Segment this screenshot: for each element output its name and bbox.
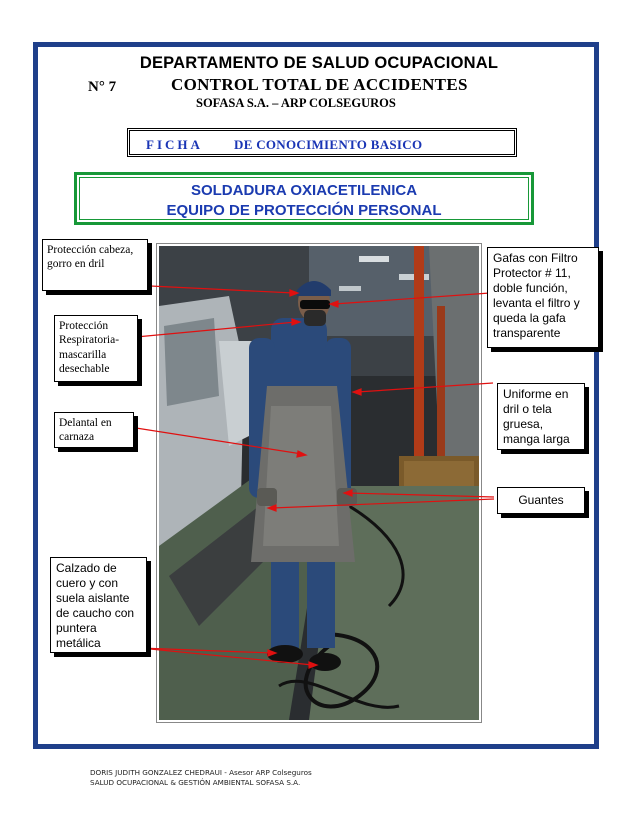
label-goggles: Gafas con Filtro Protector # 11, doble función, levanta el filtro y queda la gafa transparente: [487, 247, 599, 348]
topic-title: SOLDADURA OXIACETILENICA: [190, 182, 418, 199]
ficha-word: FICHA: [146, 137, 203, 152]
label-respiratory-protection: Protección Respiratoria-mascarilla desechable: [54, 315, 138, 382]
topic-subtitle: EQUIPO DE PROTECCIÓN PERSONAL: [166, 202, 442, 219]
label-apron: Delantal en carnaza: [54, 412, 134, 448]
label-safety-shoes: Calzado de cuero y con suela aislante de caucho con puntera metálica: [50, 557, 147, 653]
footer-department: SALUD OCUPACIONAL & GESTIÓN AMBIENTAL SOFASA S.A.: [90, 778, 301, 788]
label-head-protection: Protección cabeza, gorro en dril: [42, 239, 148, 291]
control-title: CONTROL TOTAL DE ACCIDENTES: [171, 75, 468, 94]
ficha-subtitle: DE CONOCIMIENTO BASICO: [234, 137, 423, 152]
label-gloves: Guantes: [497, 487, 585, 514]
footer-author: DORIS JUDITH GONZALEZ CHEDRAUI - Asesor ARP Colseguros: [90, 768, 312, 777]
label-uniform: Uniforme en dril o tela gruesa, manga larga: [497, 383, 585, 450]
footer: [90, 768, 312, 789]
department-title: DEPARTAMENTO DE SALUD OCUPACIONAL: [139, 54, 499, 72]
sheet-number: N° 7: [88, 79, 117, 95]
company-subtitle: SOFASA S.A. – ARP COLSEGUROS: [196, 96, 396, 110]
